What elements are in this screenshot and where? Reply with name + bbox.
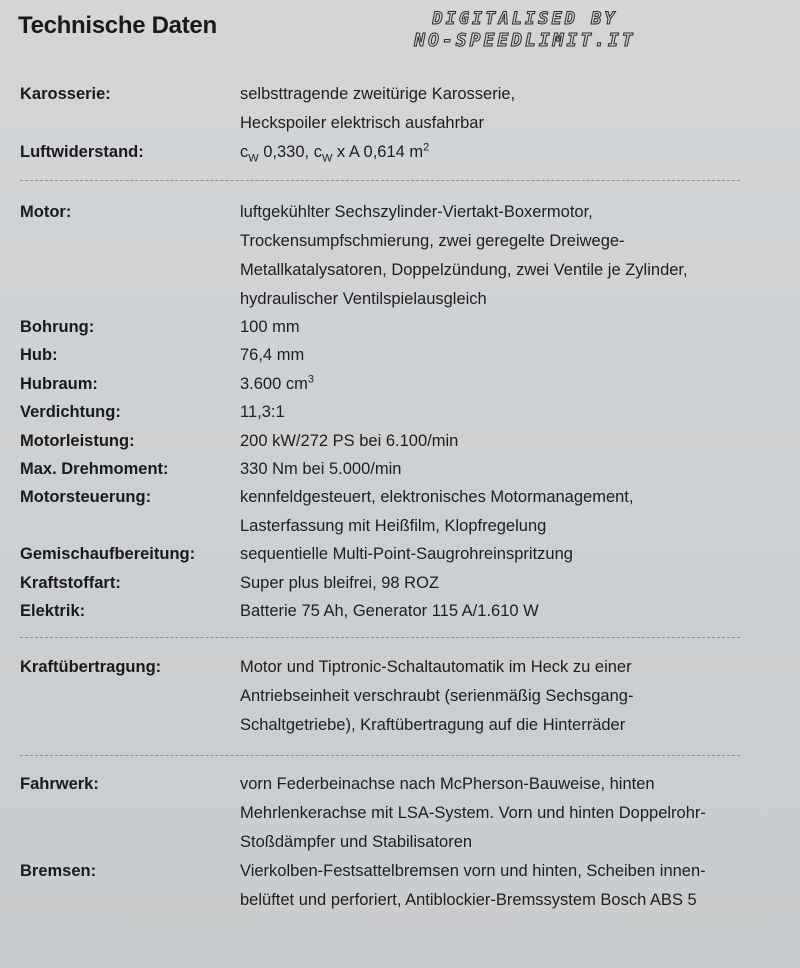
spec-value	[240, 770, 760, 857]
spec-label: Bohrung:	[20, 318, 95, 336]
spec-label: Motorsteuerung:	[20, 488, 152, 506]
spec-value-line: Lasterfassung mit Heißfilm, Klopfregelung	[240, 517, 547, 535]
spec-value-line: Schaltgetriebe), Kraftübertragung auf die Hinterräder	[240, 716, 626, 734]
spec-value-line: Super plus bleifrei, 98 ROZ	[240, 574, 440, 592]
spec-value-line: vorn Federbeinachse nach McPherson-Bauweise, hinten	[240, 775, 655, 793]
spec-value	[240, 138, 760, 167]
spec-value-line: Vierkolben-Festsattelbremsen vorn und hinten, Scheiben innen-	[240, 862, 706, 880]
spec-value	[240, 569, 760, 598]
spec-label: Karosserie:	[20, 85, 111, 103]
section-divider	[20, 637, 740, 638]
spec-value-line: 76,4 mm	[240, 346, 305, 364]
spec-value-line: 100 mm	[240, 318, 300, 336]
spec-value-line: Antriebseinheit verschraubt (serienmäßig Sechsgang-	[240, 687, 634, 705]
unit-superscript: 3	[307, 373, 314, 386]
spec-value	[240, 427, 760, 456]
watermark-line-1: DIGITALISED BY	[432, 9, 618, 29]
hubraum-value: 3.600 cm	[240, 375, 308, 393]
spec-label: Verdichtung:	[20, 403, 121, 421]
spec-value-line	[240, 370, 760, 399]
spec-value	[240, 198, 760, 314]
cwa-value: x A 0,614 m	[332, 143, 424, 161]
spec-value	[240, 455, 760, 484]
spec-value	[240, 341, 760, 370]
spec-label: Hub:	[20, 346, 58, 364]
spec-value	[240, 653, 760, 740]
spec-value-line: 11,3:1	[240, 403, 285, 421]
section-divider	[20, 180, 740, 181]
spec-value	[240, 597, 760, 626]
spec-label: Motorleistung:	[20, 432, 135, 450]
spec-label: Kraftübertragung:	[20, 658, 162, 676]
spec-value	[240, 483, 760, 541]
section-divider	[20, 755, 740, 756]
spec-value	[240, 80, 760, 138]
spec-value	[240, 857, 760, 915]
spec-label: Max. Drehmoment:	[20, 460, 169, 478]
spec-value-line: Heckspoiler elektrisch ausfahrbar	[240, 114, 484, 132]
spec-value-line: Trockensumpfschmierung, zwei geregelte Dreiwege-	[240, 232, 625, 250]
spec-value-line: belüftet und perforiert, Antiblockier-Bremssystem Bosch ABS 5	[240, 891, 697, 909]
spec-value-line: 200 kW/272 PS bei 6.100/min	[240, 432, 459, 450]
cw-value: 0,330,	[258, 143, 314, 161]
cw-subscript: W	[248, 152, 259, 165]
spec-value-line: 330 Nm bei 5.000/min	[240, 460, 402, 478]
spec-value-line: selbsttragende zweitürige Karosserie,	[240, 85, 516, 103]
spec-value-line: Mehrlenkerachse mit LSA-System. Vorn und hinten Doppelrohr-	[240, 804, 706, 822]
spec-value-line: Batterie 75 Ah, Generator 115 A/1.610 W	[240, 602, 539, 620]
spec-label: Motor:	[20, 203, 72, 221]
cw-subscript: W	[321, 152, 333, 165]
spec-value-line: luftgekühlter Sechszylinder-Viertakt-Boxermotor,	[240, 203, 593, 221]
spec-value	[240, 540, 760, 569]
spec-value-line: Stoßdämpfer und Stabilisatoren	[240, 833, 473, 851]
spec-label: Hubraum:	[20, 375, 98, 393]
spec-value-line: sequentielle Multi-Point-Saugrohreinspritzung	[240, 545, 573, 563]
spec-value	[240, 398, 760, 427]
cw-symbol: c	[240, 143, 249, 161]
spec-label: Luftwiderstand:	[20, 143, 144, 161]
spec-value	[240, 370, 760, 399]
spec-value-line	[240, 138, 760, 167]
spec-label: Elektrik:	[20, 602, 86, 620]
spec-value-line: Metallkatalysatoren, Doppelzündung, zwei Ventile je Zylinder,	[240, 261, 688, 279]
spec-value-line: hydraulischer Ventilspielausgleich	[240, 290, 487, 308]
page-title: Technische Daten	[18, 12, 217, 39]
cw-symbol: c	[313, 143, 322, 161]
watermark	[360, 8, 690, 52]
watermark-line-2: NO-SPEEDLIMIT.IT	[414, 30, 636, 51]
spec-label: Fahrwerk:	[20, 775, 99, 793]
spec-value-line: kennfeldgesteuert, elektronisches Motormanagement,	[240, 488, 634, 506]
spec-value-line: Motor und Tiptronic-Schaltautomatik im Heck zu einer	[240, 658, 632, 676]
spec-label: Bremsen:	[20, 862, 97, 880]
spec-label: Kraftstoffart:	[20, 574, 121, 592]
spec-label: Gemischaufbereitung:	[20, 545, 196, 563]
spec-value	[240, 313, 760, 342]
unit-superscript: 2	[423, 141, 430, 154]
